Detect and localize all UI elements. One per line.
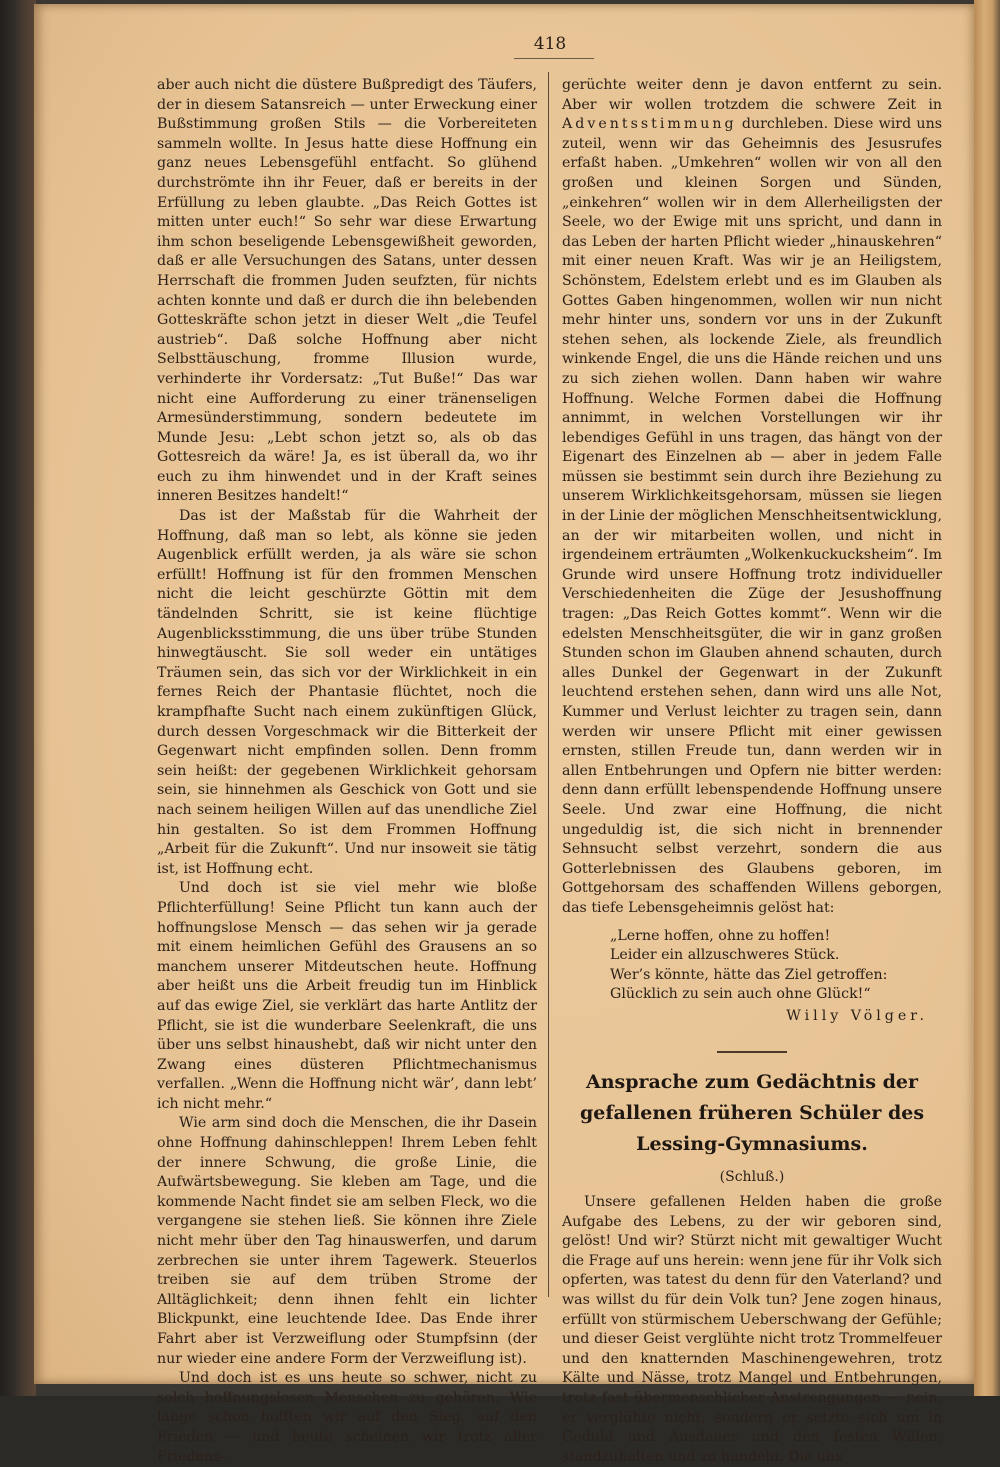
- book-spine: [0, 0, 36, 1396]
- page-number: 418: [533, 34, 567, 54]
- right-column: [562, 76, 942, 1467]
- paragraph: Und doch ist es uns heute so schwer, nicht zu solch hoffnungslosen Menschen zu gehören. Wie lange schon hofften wir auf den Sieg, auf den Frieden — und heute scheinen wir trotz aller Friedens-: [157, 1370, 537, 1465]
- text-run: gerüchte weiter denn je davon entfernt zu sein. Aber wir wollen trotzdem die schwere Zeit in: [562, 77, 942, 113]
- paragraph: Und doch ist sie viel mehr wie bloße Pflichterfüllung! Seine Pflicht tun kann auch der hoffnungslose Mensch — das sehen wir ja gerade mit einem heimlichen Gefühl des Grausens an so manchem unserer Mitdeutschen heute. Hoffnung aber heißt uns die Arbeit freudig tun im Hinblick auf das ewige Ziel, sie verklärt das harte Antlitz der Pflicht, sie ist die wunderbare Seelenkraft, die uns über uns selbst hinaushebt, daß wir nicht unter den Zwang eines düsteren Pflichtmechanismus verfallen. „Wenn die Hoffnung nicht wär’, dann lebt’ ich nicht mehr.“: [157, 880, 537, 1112]
- article-headline: Ansprache zum Gedächtnis der gefallenen früheren Schüler des Lessing-Gymnasiums.: [579, 1070, 925, 1155]
- left-column: [157, 76, 537, 1467]
- paragraph: Wie arm sind doch die Menschen, die ihr Dasein ohne Hoffnung dahinschleppen! Ihrem Leben fehlt der innere Schwung, die große Linie, die Aufwärtsbewegung. Sie kleben am Tage, und die kommende Nacht findet sie am selben Fleck, wo die vergangene sie stehen ließ. Sie können ihre Ziele nicht mehr über den Tag hinauswerfen, und darum zerbrechen sie unter ihrem Tagewerk. Steuerlos treiben sie auf dem trüben Strome der Alltäglichkeit; denn ihnen fehlt ein lichter Blickpunkt, eine leuchtende Idee. Das Ende ihrer Fahrt aber ist Verzweiflung oder Stumpfsinn (der nur wieder eine andere Form der Verzweiflung ist).: [157, 1115, 537, 1367]
- spaced-word: Adventsstimmung: [562, 116, 737, 133]
- paragraph: Das ist der Maßstab für die Wahrheit der Hoffnung, daß man so lebt, als könne sie jeden Augenblick erfüllt werden, ja als wäre sie schon erfüllt! Hoffnung ist für den frommen Menschen nicht die leicht geschürzte Göttin mit dem tändelnden Schritt, sie ist keine flüchtige Augenblicksstimmung, die uns über trübe Stunden hinwegtäuscht. Sie soll weder ein untätiges Träumen sein, das sich vor der Wirklichkeit in ein fernes Reich der Phantasie flüchtet, noch die krampfhafte Sucht nach einem zukünftigen Glück, durch dessen Vorgeschmack wir die Bitterkeit der Gegenwart nicht empfinden sollen. Denn fromm sein heißt: der gegebenen Wirklichkeit gehorsam sein, sie hinnehmen als Geschick von Gott und sie nach seinem heiligen Willen auf das unendliche Ziel hin gestalten. So ist dem Frommen Hoffnung „Arbeit für die Zukunft“. Und nur insoweit sie tätig ist, ist Hoffnung echt.: [157, 508, 537, 877]
- poem-line: Glücklich zu sein auch ohne Glück!“: [610, 986, 871, 1003]
- column-divider: [548, 72, 549, 1297]
- author-signature: Willy Völger.: [786, 1007, 928, 1024]
- section-separator: [717, 1051, 787, 1053]
- paragraph: Unsere gefallenen Helden haben die große Aufgabe des Lebens, zu der wir geboren sind, gelöst! Und wir? Stürzt nicht mit gewaltiger Wucht die Frage auf uns herein: wenn jene für ihr Volk sich opferten, was tatest du denn für den Vaterland? und was willst du für dein Volk tun? Jene zogen hinaus, erfüllt von stürmischem Ueberschwang der Gefühle; und dieser Geist verglühte nicht trotz Trommelfeuer und den knatternden Maschinengewehren, trotz Kälte und Nässe, trotz Mangel und Entbehrungen, trotz fast übermenschlicher Anstrengungen — nein, er verglühte nicht, sondern er setzte sich um in Geduld und Ausdauer und den festen Willen, standzuhalten und zu handeln. Die uns: [562, 1194, 942, 1465]
- paragraph: [562, 76, 942, 919]
- page-edge: [974, 0, 1000, 1396]
- poem-line: Leider ein allzuschweres Stück.: [610, 947, 840, 964]
- poem: [610, 927, 942, 1005]
- poem-line: Wer’s könnte, hätte das Ziel getroffen:: [610, 966, 888, 983]
- article-subtitle: (Schluß.): [719, 1168, 785, 1185]
- text-run: durchleben. Diese wird uns zuteil, wenn wir das Geheimnis des Jesusrufes erfaßt haben. „Umkehren“ wollen wir von all den großen und kleinen Sorgen und Sünden, „einkehren“ wollen wir in dem Allerheiligsten der Seele, wo der Ewige mit uns spricht, und dann in das Leben der harten Pflicht wieder „hinauskehren“ mit einer neuen Kraft. Was wir je an Heiligstem, Schönstem, Edelstem erlebt und es im Glauben als Gottes Gaben hingenommen, wollen wir nun nicht mehr hinter uns, sondern vor uns in der Zukunft stehen sehen, als lockende Ziele, als freundlich winkende Engel, die uns die Hände reichen und uns zu sich ziehen wollen. Dann haben wir wahre Hoffnung. Welche Formen dabei die Hoffnung annimmt, in welchen Vorstellungen wir ihr lebendiges Gefühl in uns tragen, das hängt von der Eigenart des Einzelnen ab — aber in jedem Falle müssen sie bestimmt sein durch ihre Beziehung zu unserem Wirklichkeitsgehorsam, müssen sie liegen in der Linie der möglichen Menschheitsentwicklung, an der wir mitarbeiten wollen, und nicht in irgendeinem erträumten „Wolkenkuckucksheim“. Im Grunde wird unsere Hoffnung trotz individueller Verschiedenheiten die Züge der Jesushoffnung tragen: „Das Reich Gottes kommt“. Wenn wir die edelsten Menschheitsgüter, die wir in ganz großen Stunden schon im Glauben ahnend schauten, durch alles Dunkel der Gegenwart in der Zukunft leuchtend erstehen sehen, dann wird uns alle Not, Kummer und Verlust leichter zu tragen sein, dann werden wir unsere Pflicht mit einer gewissen ernsten, stillen Freude tun, dann werden wir in allen Entbehrungen und Opfern nie bitter werden: denn dann erfüllt lebenspendende Hoffnung unsere Seele. Und zwar eine Hoffnung, die nicht ungeduldig ist, die sich nicht in brennender Sehnsucht selbst verzehrt, sondern die aus Gotterlebnissen des Glaubens geboren, im Gottgehorsam des schaffenden Willens geborgen, das tiefe Lebensgeheimnis gelöst hat:: [562, 116, 942, 916]
- paragraph: aber auch nicht die düstere Bußpredigt des Täufers, der in diesem Satansreich — unter Erweckung einer Bußstimmung großen Stils — die Vorbereiteten sammeln wollte. In Jesus hatte diese Hoffnung ein ganz neues Lebensgefühl entfacht. So glühend durchströmte ihn ihr Feuer, daß er bereits in der Erfüllung zu leben glaubte. „Das Reich Gottes ist mitten unter euch!“ So sehr war diese Erwartung ihm schon beseligende Lebensgewißheit geworden, daß er alle Versuchungen des Satans, unter dessen Herrschaft die frommen Juden seufzten, für nichts achten konnte und daß er durch die ihn belebenden Gotteskräfte schon jetzt in dieser Welt „die Teufel austrieb“. Daß solche Hoffnung aber nicht Selbsttäuschung, fromme Illusion wurde, verhinderte ihr Vordersatz: „Tut Buße!“ Das war nicht eine Aufforderung zu einer tränenseligen Armesünderstimmung, sondern bedeutete im Munde Jesu: „Lebt schon jetzt so, als ob das Gottesreich da wäre! Ja, es ist überall da, wo ihr euch zu ihm hinwendet und in der Kraft seines inneren Besitzes handelt!“: [157, 77, 537, 505]
- page-number-rule: [514, 58, 594, 59]
- poem-line: „Lerne hoffen, ohne zu hoffen!: [610, 927, 831, 944]
